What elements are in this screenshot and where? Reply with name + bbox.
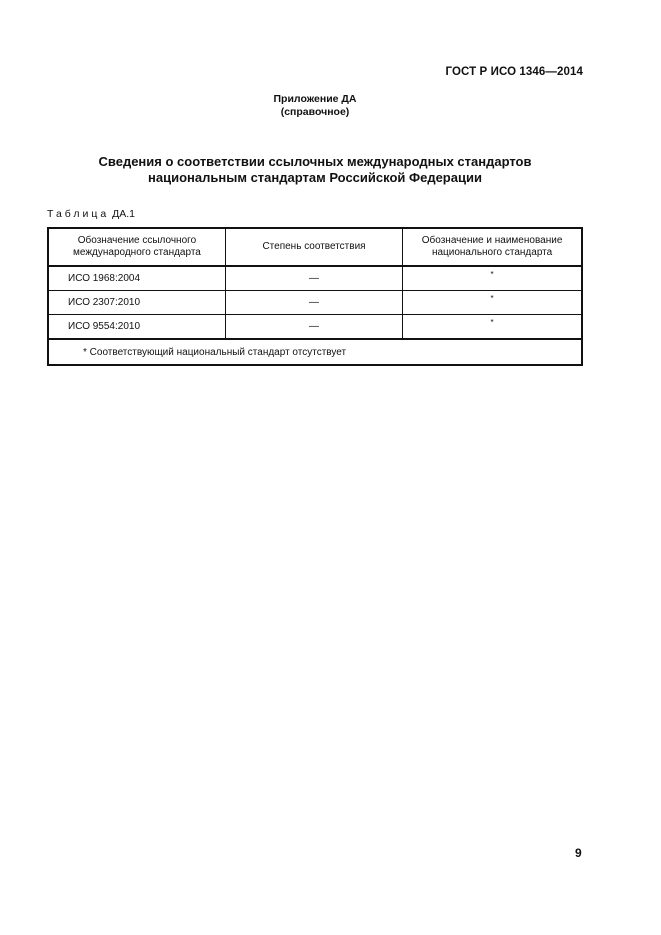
column-header-line: Обозначение и наименование bbox=[421, 235, 563, 246]
footnote-mark: * bbox=[490, 270, 494, 279]
cell-degree: — bbox=[225, 315, 402, 340]
footnote-mark: * bbox=[490, 294, 494, 303]
table-caption bbox=[47, 208, 135, 220]
table-row bbox=[48, 266, 582, 291]
appendix-title: Приложение ДА bbox=[273, 93, 357, 105]
column-header-line: международного стандарта bbox=[73, 247, 201, 258]
appendix-heading bbox=[0, 93, 630, 119]
table-header-row bbox=[48, 228, 582, 266]
correspondence-table bbox=[47, 227, 583, 366]
column-header-line: Обозначение ссылочного bbox=[77, 235, 197, 246]
cell-national-standard bbox=[403, 315, 582, 340]
cell-national-standard bbox=[403, 266, 582, 291]
table-caption-word: Таблица bbox=[47, 208, 110, 220]
table-footnote: * Соответствующий национальный стандарт отсутствует bbox=[48, 339, 582, 365]
section-title-line-1: Сведения о соответствии ссылочных международных стандартов bbox=[98, 154, 532, 169]
cell-international-standard: ИСО 2307:2010 bbox=[48, 291, 225, 315]
cell-international-standard: ИСО 9554:2010 bbox=[48, 315, 225, 340]
column-header-degree bbox=[225, 228, 402, 266]
table-row bbox=[48, 315, 582, 340]
column-header-national-standard bbox=[403, 228, 582, 266]
document-standard-number: ГОСТ Р ИСО 1346—2014 bbox=[445, 66, 583, 78]
cell-national-standard bbox=[403, 291, 582, 315]
cell-international-standard: ИСО 1968:2004 bbox=[48, 266, 225, 291]
cell-degree: — bbox=[225, 291, 402, 315]
cell-degree: — bbox=[225, 266, 402, 291]
column-header-international-standard bbox=[48, 228, 225, 266]
table-footnote-row bbox=[48, 339, 582, 365]
page-number: 9 bbox=[575, 846, 582, 860]
table-row bbox=[48, 291, 582, 315]
table-caption-number: ДА.1 bbox=[112, 208, 135, 220]
appendix-subtitle: (справочное) bbox=[280, 106, 350, 118]
footnote-mark: * bbox=[490, 318, 494, 327]
column-header-line: Степень соответствия bbox=[262, 241, 366, 252]
section-title bbox=[0, 154, 630, 186]
column-header-line: национального стандарта bbox=[431, 247, 553, 258]
section-title-line-2: национальным стандартам Российской Федерации bbox=[148, 170, 482, 185]
